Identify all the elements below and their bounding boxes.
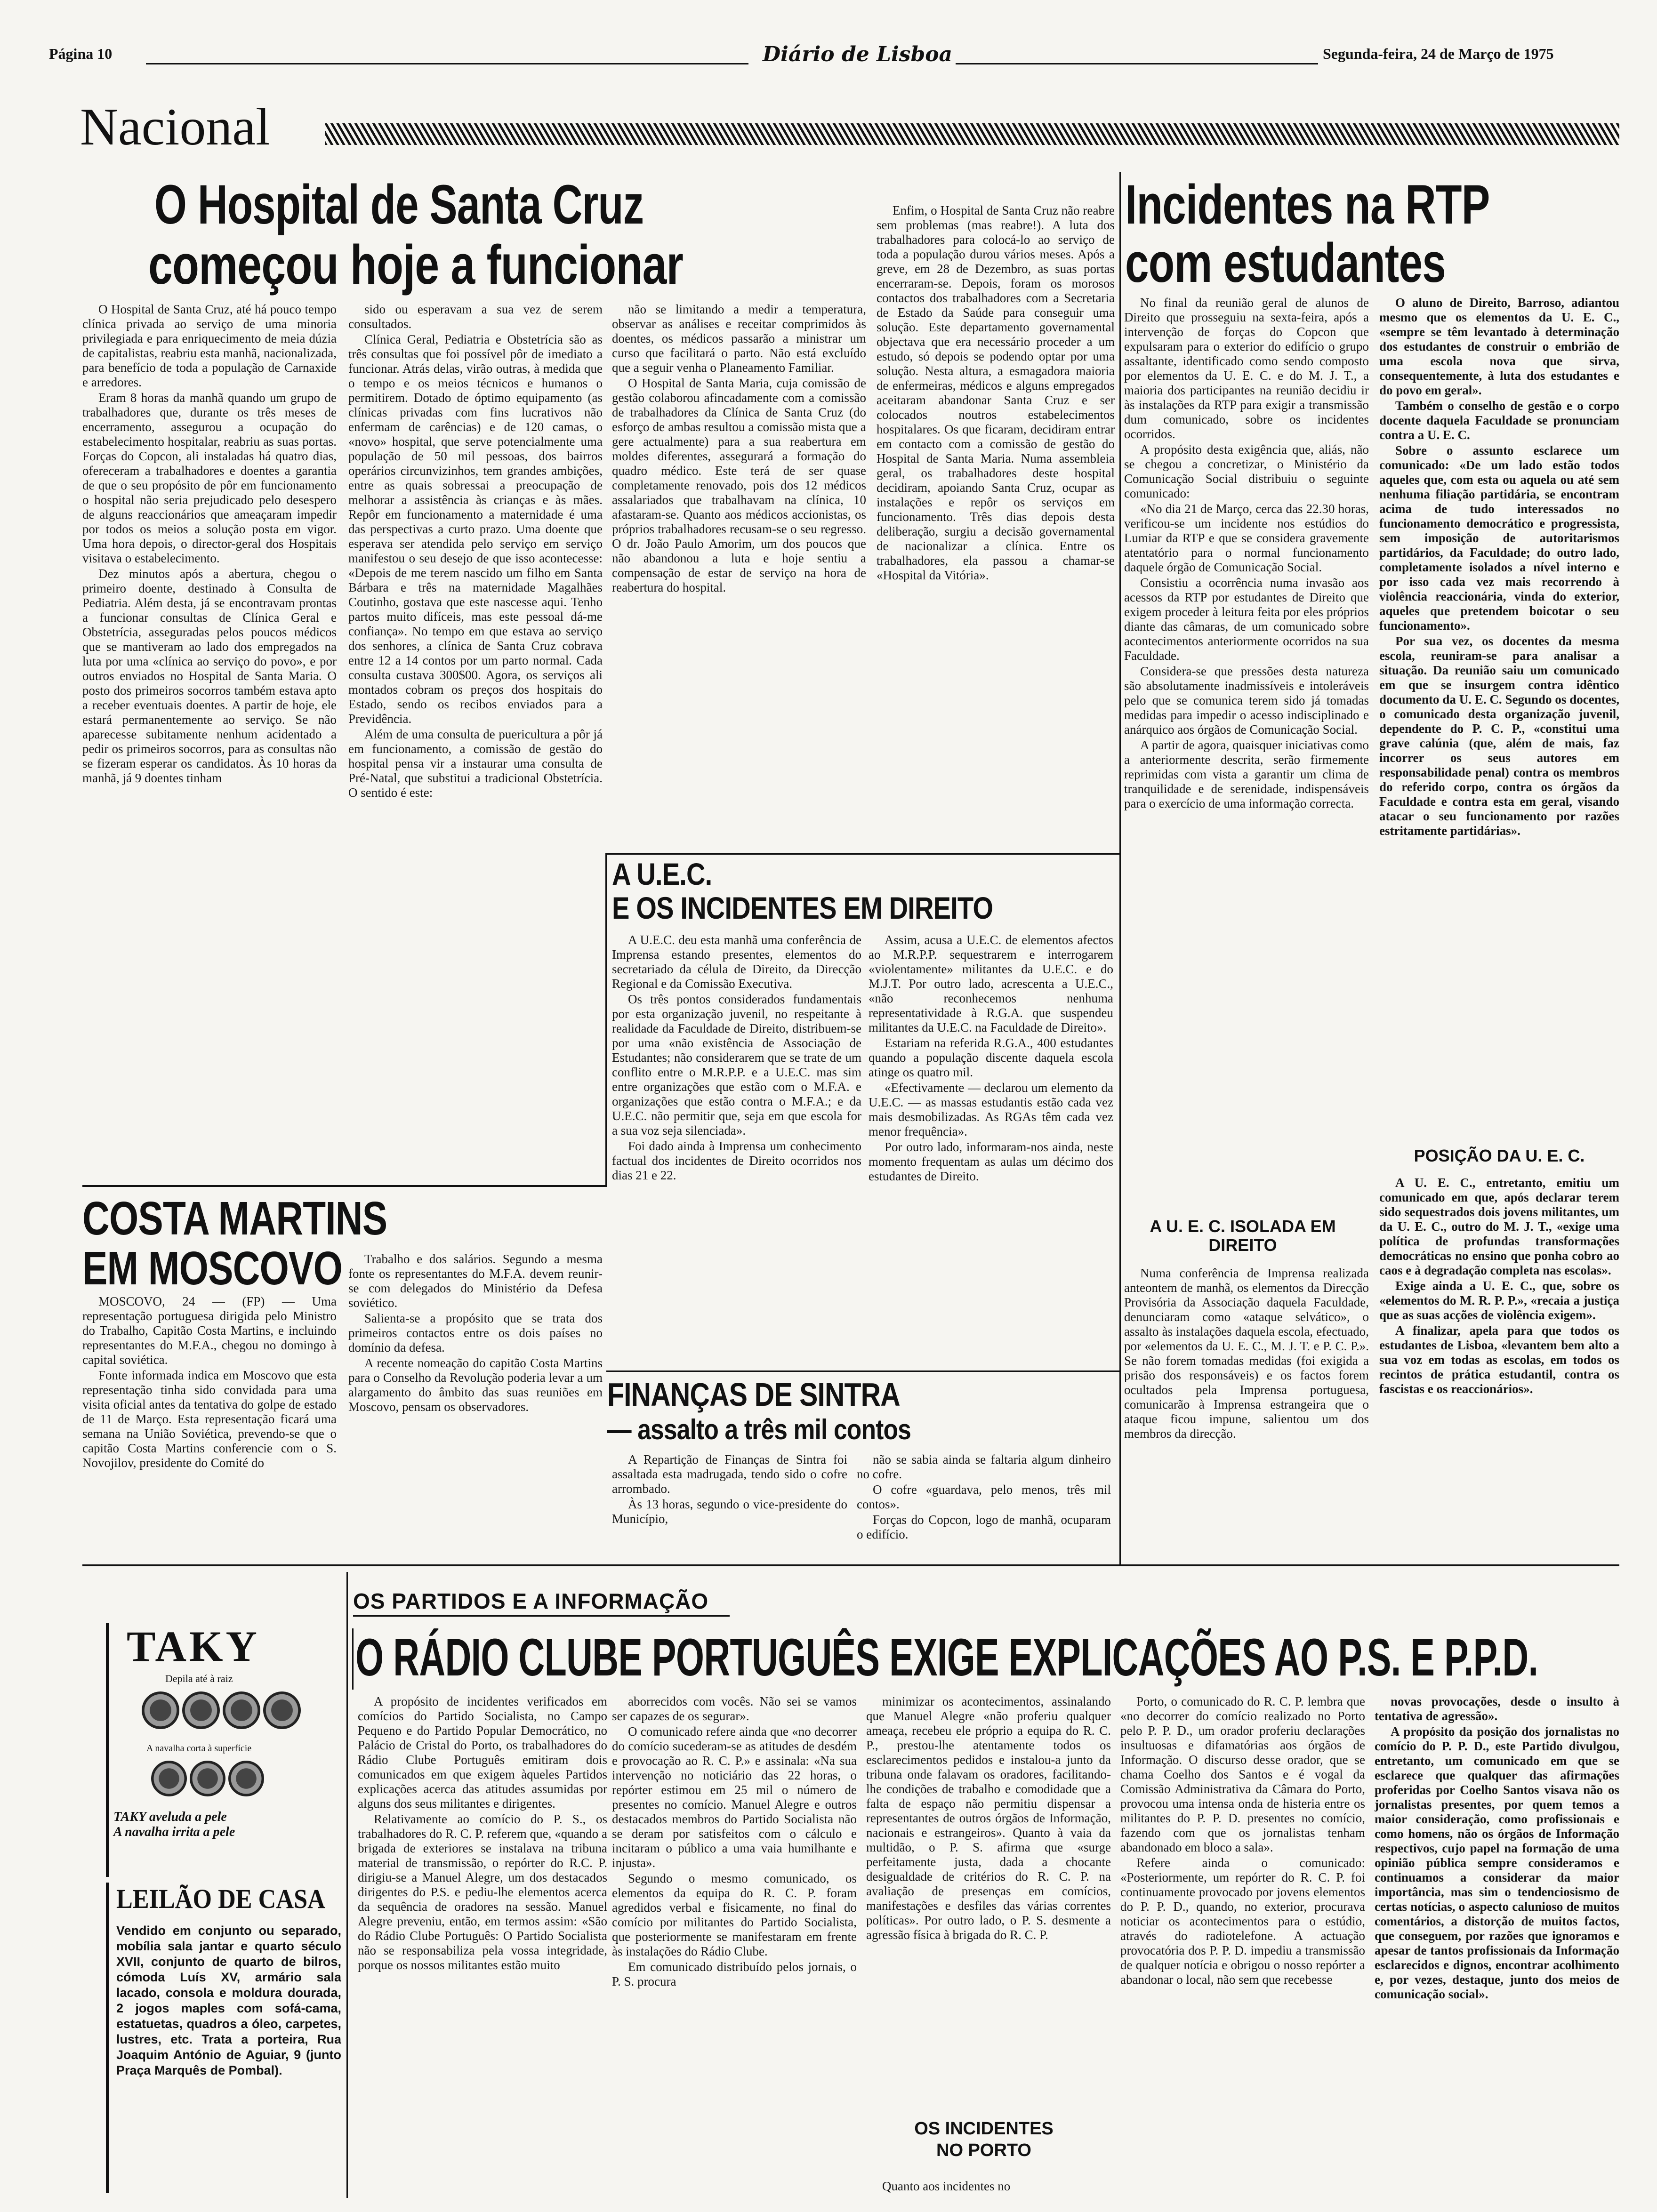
page-number: Página 10 bbox=[49, 45, 113, 62]
rtp-headline-1: Incidentes na RTP bbox=[1125, 174, 1490, 236]
uec-col-2: Assim, acusa a U.E.C. de elementos afectos ao M.R.P.P. sequestrarem e interrogarem «violentamente» militantes da U.E.C. e do M.J.T. Por outro lado, acrescenta a U.E.C., «não reconhecemos nenhuma representatividade à R.G.A. que suspendeu militantes da U.E.C. na Faculdade de Direito». Estariam na referida R.G.A., 400 estudantes quando a população discente daquela escola atinge os quatro mil. «Efectivamente — declarou um elemento da U.E.C. — as massas estudantis estão cada vez mais desmobilizadas. As RGAs têm cada vez menor frequência». Por outro lado, informaram-nos ainda, neste momento frequentam as aulas um décimo dos estudantes de Direito. bbox=[869, 933, 1113, 1183]
face-illustration-icon bbox=[228, 1761, 264, 1796]
taky-illustration-2 bbox=[109, 1761, 341, 1796]
uec-top-rule bbox=[606, 853, 1119, 855]
rcp-col-3b: Quanto aos incidentes no bbox=[882, 2179, 1011, 2193]
masthead-date: Segunda-feira, 24 de Março de 1975 bbox=[1323, 45, 1554, 62]
face-illustration-icon bbox=[263, 1691, 301, 1729]
rtp-col-1: No final da reunião geral de alunos de Direito que prosseguiu na sexta-feira, após a intervenção de forças do Copcon que expulsaram para o exterior do edifício o grupo assaltante, identificado como sendo composto por elementos da U. E. C. e do M. J. T., a maioria dos participantes na reunião decidiu ir às instalações da RTP para exigir a transmissão dum comunicado, sobre os incidentes ocorridos. A propósito desta exigência que, aliás, não se chegou a concretizar, o Ministério da Comunicação Social distribuiu o seguinte comunicado: «No dia 21 de Março, cerca das 22.30 horas, verificou-se um incidente nos estúdios do Lumiar da RTP e que se considera gravemente atentatório para o normal funcionamento daquele órgão de Comunicação Social. Consistiu a ocorrência numa invasão aos acessos da RTP por estudantes de Direito que exigem proceder à leitura feita por eles próprios diante das câmaras, de um comunicado sobre acontecimentos anteriormente ocorridos na sua Faculdade. Considera-se que pressões desta natureza são absolutamente inadmissíveis e intoleráveis pelo que se comunica terem sido já tomadas medidas para impedir o acesso indisciplinado e anárquico aos órgãos de Comunicação Social. A partir de agora, quaisquer iniciativas como a anteriormente descrita, serão firmemente reprimidas com vista a garantir um clima de tranquilidade e de serenidade, indispensáveis para o exercício de uma informação correcta. bbox=[1124, 296, 1369, 810]
taky-tagline-2: A navalha corta à superfície bbox=[146, 1743, 252, 1754]
taky-tagline-1: Depila até à raiz bbox=[165, 1673, 233, 1684]
casa-ad-title: LEILÃO DE CASA bbox=[116, 1883, 325, 1914]
rtp-headline-2: com estudantes bbox=[1125, 232, 1446, 294]
rcp-col-3: minimizar os acontecimentos, assinalando que Manuel Alegre «não proferiu qualquer ameaça, recebeu ele próprio a equipa do R. C. P., prestou-lhe atentamente todos os esclarecimentos pedidos e instalou-a junto da tribuna onde falavam os oradores, facilitando-lhe condições de trabalho e comodidade que a falta de espaço não permitiu dispensar a representantes de outros órgãos de Informação, nacionais e estrangeiros». Quanto à vaia da multidão, o P. S. afirma que «surge perfeitamente justa, dada a chocante desigualdade de critérios do R. C. P. na avaliação de presenças em comícios, manifestações e desfiles das várias correntes políticas». Por outro lado, o P. S. desmente a agressão física à brigada do R. C. P. bbox=[866, 1694, 1111, 1942]
taky-ad bbox=[106, 1623, 341, 1877]
rcp-col-1: A propósito de incidentes verificados em comícios do Partido Socialista, no Campo Pequeno e do Partido Popular Democrático, no Palácio de Cristal do Porto, os trabalhadores do Rádio Clube Português emitiram dois comunicados em que exigem àqueles Partidos explicações acerca das atitudes assumidas por alguns dos seus militantes e dirigentes. Relativamente ao comício do P. S., os trabalhadores do R. C. P. referem que, «quando a brigada de exteriores se instalava na tribuna material de transmissão, o repórter do R.C. P. dirigiu-se a Manuel Alegre, um dos destacados dirigentes do P.S. e pediu-lhe elementos acerca da sequência de oradores na sessão. Manuel Alegre preveniu, então, em termos assim: «São do Rádio Clube Português: O Partido Socialista não se responsabiliza pela vossa integridade, porque os nossos militantes estão muito bbox=[358, 1694, 607, 1972]
column-rule bbox=[1119, 172, 1121, 1564]
rcp-kicker-underline bbox=[353, 1615, 730, 1617]
uec-headline-1: A U.E.C. bbox=[612, 857, 712, 891]
masthead-rule-left bbox=[146, 63, 748, 64]
taky-tagline-3: TAKY aveluda a pele bbox=[113, 1810, 227, 1824]
face-illustration-icon bbox=[182, 1691, 220, 1729]
section-title: Nacional bbox=[80, 98, 271, 156]
hospital-bottom-rule bbox=[82, 1185, 606, 1187]
uec-isolada-subhead: A U. E. C. ISOLADA EM DIREITO bbox=[1150, 1217, 1336, 1255]
incidentes-porto-subhead: OS INCIDENTES NO PORTO bbox=[914, 2119, 1054, 2160]
rcp-col-4: Porto, o comunicado do R. C. P. lembra que «no decorrer do comício realizado no Porto pelo P. P. D., um orador proferiu declarações insultuosas e difamatórias aos órgãos de Informação. O discurso desse orador, que se chama Coelho dos Santos e é vogal da Comissão Administrativa da Câmara do Porto, provocou uma intensa onda de histeria entre os militantes do P. P. D. presentes no comício, fazendo com que os jornalistas tenham abandonado em bloco a sala». Refere ainda o comunicado: «Posteriormente, um repórter do R. C. P. foi continuamente provocado por jovens elementos do P. P. D., quando, no exterior, procurava noticiar os acontecimentos para o estúdio, através do radiotelefone. A actuação provocatória dos P. P. D. impediu a transmissão de qualquer notícia e obrigou o nosso repórter a abandonar o local, não sem que recebesse bbox=[1120, 1694, 1365, 1987]
uec-col-1: A U.E.C. deu esta manhã uma conferência de Imprensa estando presentes, elementos do secretariado da célula de Direito, da Direcção Regional e da Comissão Executiva. Os três pontos considerados fundamentais por esta organização juvenil, no respeitante à realidade da Faculdade de Direito, distribuem-se por uma «não existência de Associação de Estudantes; não considerarem que se trate de um conflito entre o M.R.P.P. e a U.E.C. mas sim entre organizações que estão com o M.F.A. e organizações que estão contra o M.F.A.; e da U.E.C. não permitir que, seja em que escola for a sua voz seja silenciada». Foi dado ainda à Imprensa um conhecimento factual dos incidentes de Direito ocorridos nos dias 21 e 22. bbox=[612, 933, 861, 1182]
masthead-rule-right bbox=[956, 63, 1318, 64]
hospital-headline-1: O Hospital de Santa Cruz bbox=[154, 174, 644, 236]
rtp-col-2b: A U. E. C., entretanto, emitiu um comunicado em que, após declarar terem sido sequestrados dois jovens militantes, um da U. E. C., outro do M. J. T., «exige uma política de profundas transformações democráticas no ensino que ponha cobro ao caos e à degradação completa nas escolas». Exige ainda a U. E. C., que, sobre os «elementos do M. R. P. P.», «recaia a justiça que as suas acções de violência exigem». A finalizar, apela para que todos os estudantes de Lisboa, «levantem bem alto a sua voz em todas as escolas, em todos os recintos de prática estudantil, contra os fascistas e os reaccionários». bbox=[1379, 1176, 1619, 1396]
hospital-col-3: não se limitando a medir a temperatura, observar as análises e receitar comprimidos às doentes, os médicos passarão a ministrar um curso que facilitará o parto. Não está excluído que a seguir venha o Planeamento Familiar. O Hospital de Santa Maria, cuja comissão de gestão colaborou afincadamente com a comissão de trabalhadores da Clínica de Santa Cruz (do esforço de ambas resultou a comissão mista que a gere actualmente) para a sua reabertura em moldes diferentes, assegurará a formação do quadro médico. Este terá de ser quase completamente renovado, pois dos 12 médicos assalariados que trabalhavam na clínica, 10 afastaram-se. Quanto aos médicos accionistas, os próprios trabalhadores recusam-se o seu regresso. O dr. João Paulo Amorim, um dos poucos que não abandonou a luta e hoje sentiu a compensação de estar de serviço na hora de reabertura do hospital. bbox=[612, 302, 866, 594]
rcp-headline-left-rule bbox=[352, 1628, 354, 1690]
rcp-headline: O RÁDIO CLUBE PORTUGUÊS EXIGE EXPLICAÇÕES AO P.S. E P.P.D. bbox=[355, 1628, 1538, 1687]
rtp-col-1b: Numa conferência de Imprensa realizada anteontem de manhã, os elementos da Direcção Provisória da Associação daquela Faculdade, denunciaram como «ataque selvático», o assalto às instalações daquela escola, efectuado, por «elementos da U. E. C., M. J. T. e P. C. P.». Se não forem tomadas medidas (foi exigida a prisão dos responsáveis) e os factos forem ocultados pela Imprensa portuguesa, comunicarão à Imprensa estrangeira que o ataque ficou impune, salientou um dos membros da direcção. bbox=[1124, 1266, 1369, 1441]
sintra-col-2: não se sabia ainda se faltaria algum dinheiro no cofre. O cofre «guardava, pelo menos, três mil contos». Forças do Copcon, logo de manhã, ocuparam o edifício. bbox=[857, 1452, 1111, 1541]
costa-col-2: Trabalho e dos salários. Segundo a mesma fonte os representantes do M.F.A. devem reunir-se com delegados do Ministério da Defesa soviético. Salienta-se a propósito que se trata dos primeiros contactos entre os dois países no domínio da defesa. A recente nomeação do capitão Costa Martins para o Conselho da Revolução poderia levar a um alargamento do âmbito das suas reuniões em Moscovo, pensam os observadores. bbox=[348, 1252, 603, 1414]
sintra-headline-1: FINANÇAS DE SINTRA bbox=[607, 1376, 900, 1413]
face-illustration-icon bbox=[223, 1691, 260, 1729]
taky-tagline-4: A navalha irrita a pele bbox=[113, 1825, 235, 1839]
costa-headline-1: COSTA MARTINS bbox=[82, 1192, 387, 1245]
rcp-col-5: novas provocações, desde o insulto à tentativa de agressão». A propósito da posição dos jornalistas no comício do P. P. D., este Partido divulgou, entretanto, um comunicado em que se esclarece que qualquer das afirmações proferidas por Coelho Santos visava não os jornalistas presentes, por quem temos a maior consideração, como profissionais e como homens, não os órgãos de Informação respectivos, cujo papel na formação de uma opinião pública sempre consideramos e continuamos a considerar da maior importância, mas sim o tendenciosismo de certas notícias, o aspecto calunioso de muitos comentários, a distorção de muitos factos, que conseguem, por razões que ignoramos e apesar de tantos profissionais da Informação esclarecidos e dignos, encontrar acolhimento e, por vezes, destaque, junto dos meios de comunicação social». bbox=[1375, 1694, 1619, 2001]
uec-headline-2: E OS INCIDENTES EM DIREITO bbox=[612, 890, 993, 925]
taky-illustration-1 bbox=[109, 1691, 341, 1729]
hospital-headline-2: começou hoje a funcionar bbox=[148, 234, 684, 296]
rcp-col-2: aborrecidos com vocês. Não sei se vamos ser capazes de os segurar». O comunicado refere ainda que «no decorrer do comício sucederam-se as atitudes de desdém e provocação ao R. C. P.» e assinala: «Na sua intervenção no noticiário das 22 horas, o repórter estimou em 25 mil o número de presentes no comício. Manuel Alegre e outros destacados membros do Partido Socialista não se deram por satisfeitos com o cálculo e incitaram o público a uma vaia humilhante e injusta». Segundo o mesmo comunicado, os elementos da equipa do R. C. P. foram agredidos verbal e fisicamente, no final do comício por militantes do Partido Socialista, que posteriormente se manifestaram em frente às instalações do Rádio Clube. Em comunicado distribuído pelos jornais, o P. S. procura bbox=[612, 1694, 857, 1988]
uec-left-rule bbox=[605, 853, 607, 1187]
rtp-col-2: O aluno de Direito, Barroso, adiantou mesmo que os elementos da U. E. C., «sempre se têm levantado à determinação dos estudantes de construir o embrião de uma escola nova que sirva, consequentemente, à luta dos estudantes e do povo em geral». Também o conselho de gestão e o corpo docente daquela Faculdade se pronunciam contra a U. E. C. Sobre o assunto esclarece um comunicado: «De um lado estão todos aqueles que, com esta ou aquela ou até sem nenhuma filiação partidária, se encontram acima de tudo interessados no funcionamento democrático e progressista, sem imposição de autoritarismos partidários, da Faculdade; do outro lado, completamente isolados a nível interno e por isso cada vez mais recorrendo à violência reaccionária, vinda do exterior, aqueles que pretendem boicotar o seu funcionamento». Por sua vez, os docentes da mesma escola, reuniram-se para analisar a situação. Da reunião saiu um comunicado em que se insurgem contra idêntico documento da U. E. C. Segundo os docentes, o comunicado desta organização juvenil, dependente do P. C. P., «constitui uma grave calúnia (que, além de mais, faz incorrer os seus autores em responsabilidade penal) contra os membros do referido corpo, contra os órgãos da Faculdade e contra esta em geral, visando atacar o seu funcionamento por razões estritamente partidárias». bbox=[1379, 296, 1619, 838]
face-illustration-icon bbox=[190, 1761, 225, 1796]
section-hatch bbox=[325, 123, 1619, 145]
hospital-col-4: Enfim, o Hospital de Santa Cruz não reabre sem problemas (mas reabre!). A luta dos trabalhadores para colocá-lo ao serviço de toda a população durou vários meses. Após a greve, em 28 de Dezembro, as suas portas encerraram-se. Depois, foram os morosos contactos dos trabalhadores com a Secretaria de Estado da Saúde para conseguir uma solução. Este departamento governamental objectava que era necessário proceder a um estudo, só depois se podendo optar por uma solução. Nesta altura, a esmagadora maioria de enfermeiras, médicos e alguns empregados aceitaram abandonar Santa Cruz e ser colocados noutros estabelecimentos hospitalares. Os que ficaram, decidiram entrar em contacto com a comissão de gestão do Hospital de Santa Maria. Numa assembleia geral, os trabalhadores deste hospital decidiram, apoiando Santa Cruz, ocupar as instalações e repôr os serviços em funcionamento. Três dias depois desta deliberação, surgiu a decisão governamental de nacionalizar a clínica. Entre os trabalhadores, ela passou a chamar-se «Hospital da Vitória». bbox=[877, 203, 1115, 582]
casa-ad bbox=[106, 1883, 341, 2193]
rcp-kicker: OS PARTIDOS E A INFORMAÇÃO bbox=[353, 1589, 709, 1613]
costa-col-1: MOSCOVO, 24 — (FP) — Uma representação portuguesa dirigida pelo Ministro do Trabalho, Capitão Costa Martins, e incluindo representantes do M.F.A., chegou no domingo à capital soviética. Fonte informada indica em Moscovo que esta representação tinha sido convidada para uma visita oficial antes da tentativa do golpe de estado de 11 de Março. Esta representação ficará uma semana na União Soviética, prevendo-se que o capitão Costa Martins conferencie com o S. Novojilov, presidente do Comité do bbox=[82, 1294, 337, 1470]
taky-brand: TAKY bbox=[127, 1623, 260, 1670]
face-illustration-icon bbox=[142, 1691, 179, 1729]
casa-ad-text: Vendido em conjunto ou separado, mobília sala jantar e quarto século XVII, conjunto de quarto de bilros, cómoda Luís XV, armário sala lacado, consola e moldura dourada, 2 jogos maples com sofá-cama, estatuetas, quadros a óleo, carpetes, lustres, etc. Trata a porteira, Rua Joaquim António de Aguiar, 9 (junto Praça Marquês de Pombal). bbox=[116, 1923, 341, 2077]
sintra-headline-2: — assalto a três mil contos bbox=[607, 1414, 911, 1445]
sintra-col-1: A Repartição de Finanças de Sintra foi assaltada esta madrugada, tendo sido o cofre arrombado. Às 13 horas, segundo o vice-presidente do Município, bbox=[612, 1452, 847, 1526]
bottom-section-rule bbox=[82, 1564, 1619, 1566]
posicao-uec-subhead: POSIÇÃO DA U. E. C. bbox=[1414, 1146, 1585, 1165]
hospital-col-1: O Hospital de Santa Cruz, até há pouco tempo clínica privada ao serviço de uma minoria privilegiada e para enriquecimento de meia dúzia de capitalistas, reabriu esta manhã, nacionalizada, para benefício de toda a população de Carnaxide e arredores. Eram 8 horas da manhã quando um grupo de trabalhadores que, durante os três meses de encerramento, assegurou a ocupação do estabelecimento hospitalar, reabriu as suas portas. Forças do Copcon, ali instaladas há quatro dias, ofereceram a trabalhadores e doentes a garantia de que o seu propósito de pôr em funcionamento o hospital não seria prejudicado pelo desespero de alguns reaccionários que ameaçaram impedir por todos os meios a solução posta em vigor. Uma hora depois, o director-geral dos Hospitais visitava o estabelecimento. Dez minutos após a abertura, chegou o primeiro doente, destinado à Consulta de Pediatria. Além desta, já se encontravam prontas a funcionar consultas de Clínica Geral e Obstetrícia, asseguradas pelos poucos médicos que se mantiveram ao lado dos empregados na luta por uma «clínica ao serviço do povo», e por outros enviados no Hospital de Santa Maria. O posto dos primeiros socorros também estava apto a receber eventuais doentes. A partir de hoje, ele estará permanentemente ao serviço. Se não aparecesse subitamente nenhum acidentado a pedir os primeiros socorros, para as consultas não se fizeram esperar os candidatos. Às 10 horas da manhã, já 9 doentes tinham bbox=[82, 302, 337, 785]
hospital-col-2: sido ou esperavam a sua vez de serem consultados. Clínica Geral, Pediatria e Obstetrícia são as três consultas que foi possível pôr de imediato a funcionar. Atrás delas, virão outras, à medida que o tempo e os meios técnicos e humanos o permitirem. Dotado de óptimo equipamento (as clínicas privadas com fins lucrativos não enfermam de carências) e de 120 camas, o «novo» hospital, que serve potencialmente uma população de 50 mil pessoas, dos bairros operários circunvizinhos, tem grandes ambições, entre as quais sobressai a preocupação de melhorar a assistência às crianças e às mães. Repôr em funcionamento a maternidade é uma das perspectivas a curto prazo. Uma doente que esperava ser atendida pelo serviço em serviço manifestou o seu desejo de que isso acontecesse: «Depois de me terem nascido um filho em Santa Bárbara e três na maternidade Magalhães Coutinho, gostava que este nascesse aqui. Tenho partos muito difíceis, mas este pessoal dá-me confiança». No tempo em que estava ao serviço dos senhores, a clínica de Santa Cruz cobrava entre 12 a 14 contos por um parto normal. Cada consulta custava 300$00. Agora, os serviços ali montados cobram os preços dos hospitais do Estado, sendo os recibos enviados para a Previdência. Além de uma consulta de puericultura a pôr já em funcionamento, a comissão de gestão do hospital pensa vir a instaurar uma consulta de Pré-Natal, que substitui a tradicional Obstetrícia. O sentido é este: bbox=[348, 302, 603, 800]
costa-headline-2: EM MOSCOVO bbox=[82, 1242, 343, 1295]
masthead-title: Diário de Lisboa bbox=[763, 42, 953, 66]
face-illustration-icon bbox=[151, 1761, 187, 1796]
sintra-top-rule bbox=[606, 1370, 1119, 1372]
ads-right-rule bbox=[346, 1572, 348, 2198]
